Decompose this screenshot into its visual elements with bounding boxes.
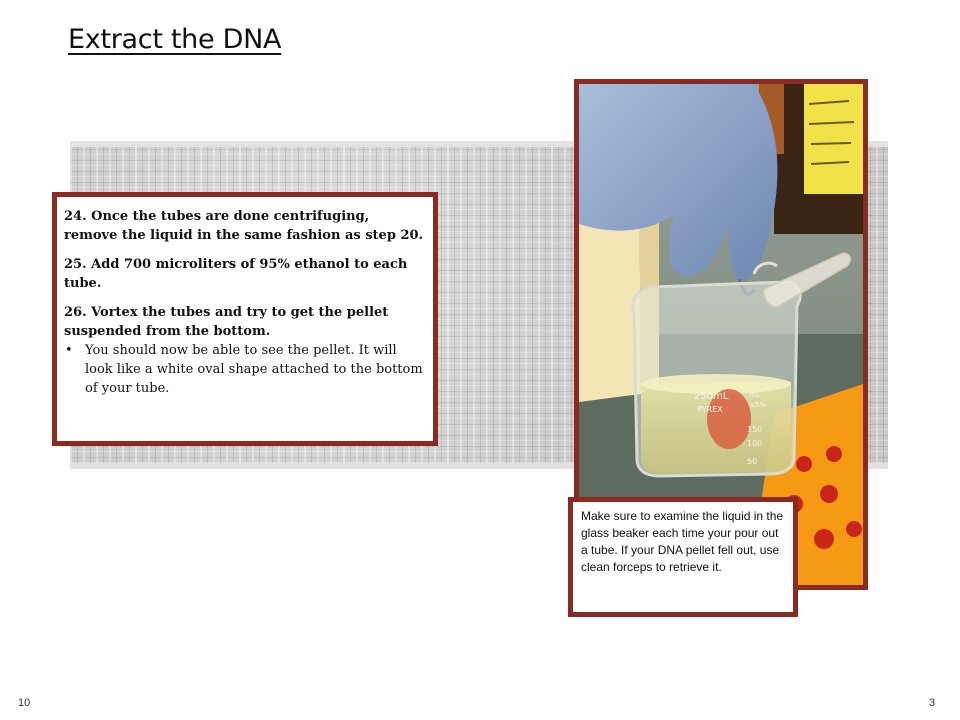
- beaker-mark-100: 100: [747, 439, 763, 448]
- beaker-tolerance: ±5%: [749, 401, 766, 409]
- step-24: 24. Once the tubes are done centrifuging, remove the liquid in the same fashion as step 20.: [64, 209, 424, 243]
- note-item: [65, 341, 426, 398]
- note-list: [64, 341, 426, 398]
- beaker-mark-150: 150: [747, 425, 763, 434]
- beaker-brand: PYREX: [697, 405, 723, 414]
- instructions-box: [52, 192, 438, 446]
- note-text: You should now be able to see the pellet. It will look like a white oval shape attached to the bottom of your tube.: [85, 343, 423, 396]
- page-number-right: 3: [929, 697, 936, 709]
- beaker-unit: mL: [749, 390, 762, 399]
- page-number-left: 10: [18, 697, 31, 709]
- bottle-label: [804, 84, 863, 194]
- step-25: 25. Add 700 microliters of 95% ethanol to each tube.: [64, 257, 408, 291]
- caption-text: Make sure to examine the liquid in the glass beaker each time your pour out a tube. If your DNA pellet fell out, use clean forceps to retrieve it.: [581, 509, 784, 574]
- bullet-icon: •: [65, 343, 73, 358]
- step-26: 26. Vortex the tubes and try to get the pellet suspended from the bottom.: [64, 305, 389, 339]
- slide-title: Extract the DNA: [68, 24, 282, 55]
- beaker-mark-50: 50: [747, 457, 758, 466]
- caption-box: [568, 497, 798, 617]
- beaker-volume: 250mL: [694, 391, 729, 402]
